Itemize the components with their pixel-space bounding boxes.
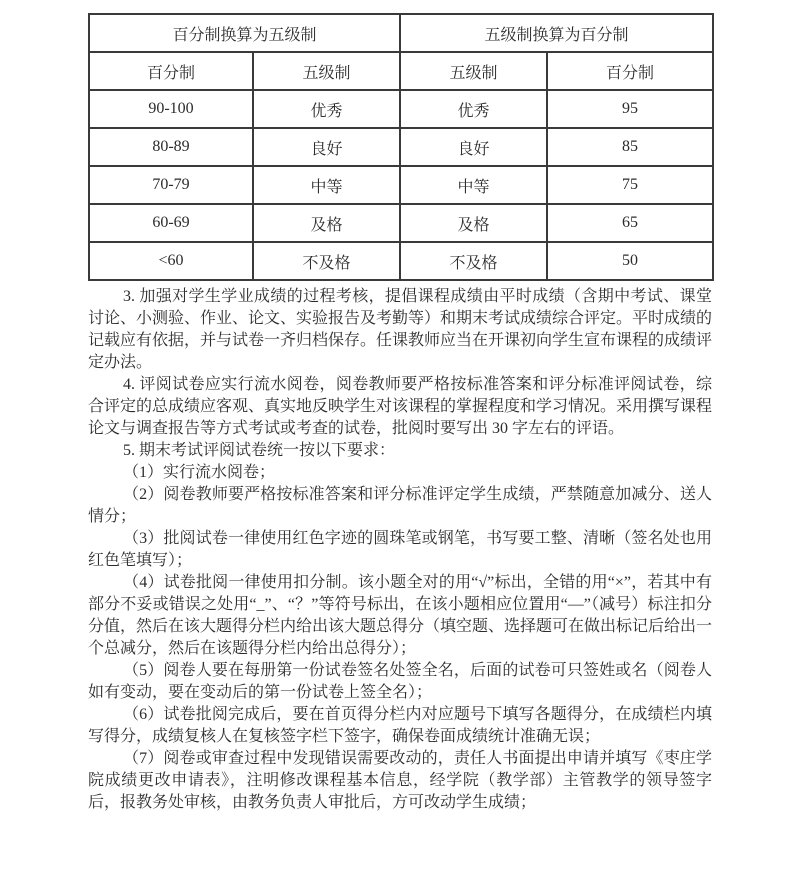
table-cell: 及格 — [400, 204, 547, 242]
table-cell: 50 — [547, 242, 713, 280]
table-cell: 不及格 — [253, 242, 400, 280]
table-cell: 及格 — [253, 204, 400, 242]
table-row — [89, 90, 713, 128]
table-cell: 80-89 — [89, 128, 253, 166]
table-header-row — [89, 14, 713, 52]
table-row — [89, 128, 713, 166]
table-subheader: 五级制 — [253, 52, 400, 90]
table-cell: 85 — [547, 128, 713, 166]
table-cell: 中等 — [253, 166, 400, 204]
list-item-6: （6）试卷批阅完成后，要在首页得分栏内对应题号下填写各题得分，在成绩栏内填写得分，成绩复核人在复核签字栏下签字，确保卷面成绩统计准确无误； — [88, 706, 712, 745]
table-row — [89, 204, 713, 242]
table-header-right: 五级制换算为百分制 — [400, 14, 713, 52]
list-item-3: （3）批阅试卷一律使用红色字迹的圆珠笔或钢笔，书写要工整、清晰（签名处也用红色笔填写）； — [88, 530, 712, 569]
list-item-2: （2）阅卷教师要严格按标准答案和评分标准评定学生成绩，严禁随意加减分、送人情分； — [88, 486, 712, 525]
table-cell: 优秀 — [400, 90, 547, 128]
table-subheader: 百分制 — [89, 52, 253, 90]
paragraph-3: 3. 加强对学生学业成绩的过程考核，提倡课程成绩由平时成绩（含期中考试、课堂讨论、小测验、作业、论文、实验报告及考勤等）和期末考试成绩综合评定。平时成绩的记载应有依据，并与试卷一齐归档保存。任课教师应当在开课初向学生宣布课程的成绩评定办法。 — [88, 288, 713, 371]
table-cell: 65 — [547, 204, 713, 242]
table-subheader: 百分制 — [547, 52, 713, 90]
table-row — [89, 166, 713, 204]
list-item-5: （5）阅卷人要在每册第一份试卷签名处签全名，后面的试卷可只签姓或名（阅卷人如有变动，要在变动后的第一份试卷上签全名）； — [88, 662, 712, 701]
table-subheader-row — [89, 52, 713, 90]
table-header-left: 百分制换算为五级制 — [89, 14, 400, 52]
table-cell: 70-79 — [89, 166, 253, 204]
table-cell: 60-69 — [89, 204, 253, 242]
document-body — [88, 286, 712, 814]
table-cell: 良好 — [400, 128, 547, 166]
list-item-7: （7）阅卷或审查过程中发现错误需要改动的，责任人书面提出申请并填写《枣庄学院成绩更改申请表》，注明修改课程基本信息，经学院（教学部）主管教学的领导签字后，报教务处审核，由教务负责人审批后，方可改动学生成绩； — [88, 750, 712, 811]
table-cell: 75 — [547, 166, 713, 204]
table-cell: 良好 — [253, 128, 400, 166]
table-row — [89, 242, 713, 280]
paragraph-5: 5. 期末考试评阅试卷统一按以下要求： — [123, 442, 396, 459]
table-cell: 90-100 — [89, 90, 253, 128]
table-cell: 95 — [547, 90, 713, 128]
list-item-4: （4）试卷批阅一律使用扣分制。该小题全对的用“√”标出，全错的用“×”，若其中有部分不妥或错误之处用“_”、“？”等符号标出，在该小题相应位置用“—”（减号）标注扣分分值，然后在该大题得分栏内给出该大题总得分（填空题、选择题可在做出标记后给出一个总减分，然后在该题得分栏内给出总得分）； — [88, 574, 713, 657]
table-cell: 中等 — [400, 166, 547, 204]
table-cell: 优秀 — [253, 90, 400, 128]
table-cell: <60 — [89, 242, 253, 280]
table-subheader: 五级制 — [400, 52, 547, 90]
paragraph-4: 4. 评阅试卷应实行流水阅卷，阅卷教师要严格按标准答案和评分标准评阅试卷，综合评定的总成绩应客观、真实地反映学生对该课程的掌握程度和学习情况。采用撰写课程论文与调查报告等方式考试或考查的试卷，批阅时要写出 30 字左右的评语。 — [88, 376, 713, 437]
grade-conversion-table — [88, 13, 714, 281]
table-cell: 不及格 — [400, 242, 547, 280]
list-item-1: （1）实行流水阅卷； — [123, 464, 276, 481]
